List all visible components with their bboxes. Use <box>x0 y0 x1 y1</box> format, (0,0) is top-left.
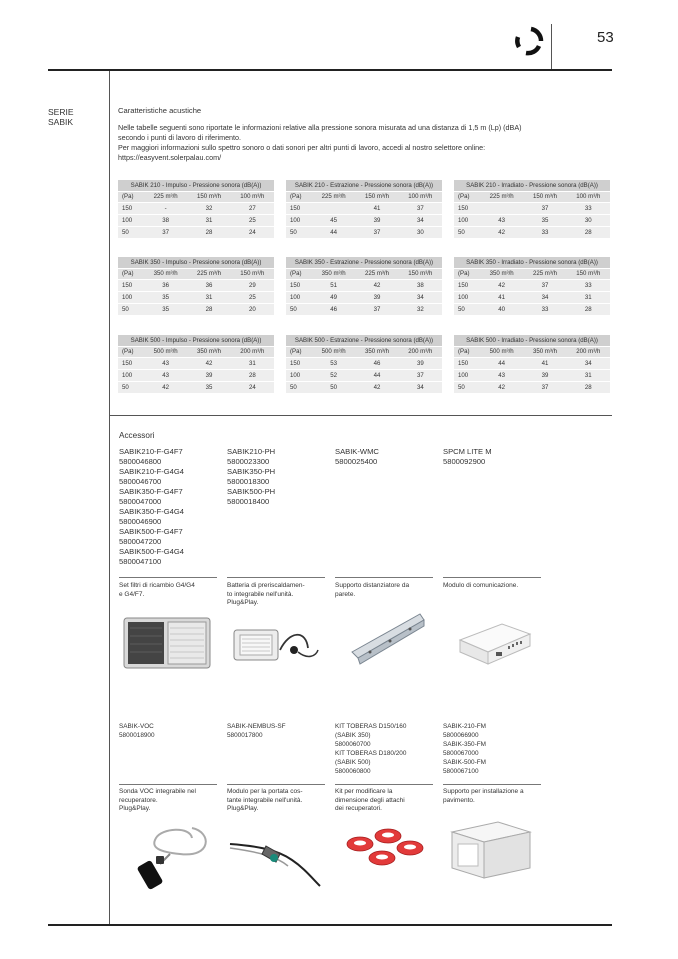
table-row <box>286 358 442 370</box>
text-line: 5800067100 <box>443 768 479 775</box>
table-header-cell: 225 m³/h <box>312 191 355 203</box>
table-cell: 100 <box>118 370 144 382</box>
table-header-cell: 150 m³/h <box>523 191 566 203</box>
text-line: 5800018300 <box>227 477 270 486</box>
text-line: 5800092900 <box>443 457 486 466</box>
text-line: Plug&Play. <box>227 805 259 813</box>
table-cell: 53 <box>312 358 355 370</box>
table-caption: SABIK 500 - Irradiato - Pressione sonora (dB(A)) <box>454 335 610 346</box>
table-cell: 39 <box>399 358 442 370</box>
table-caption: SABIK 210 - Estrazione - Pressione sonora (dB(A)) <box>286 180 442 191</box>
table-cell: 37 <box>523 381 566 393</box>
table-cell: 41 <box>355 203 398 215</box>
table-header-cell: 350 m³/h <box>523 346 566 358</box>
table-header-cell: 225 m³/h <box>187 268 230 280</box>
table-cell: 39 <box>355 292 398 304</box>
text-line: SABIK350-F-G4G4 <box>119 507 184 516</box>
table-cell: 50 <box>118 381 144 393</box>
floor-stand-photo <box>446 818 536 884</box>
table-row <box>118 203 274 215</box>
table-cell: 44 <box>355 370 398 382</box>
voc-description <box>119 788 219 814</box>
table-header-cell: (Pa) <box>454 268 480 280</box>
table-cell: 36 <box>187 280 230 292</box>
table-cell: 43 <box>480 370 523 382</box>
table-row <box>118 215 274 227</box>
text-line: Modulo di comunicazione. <box>443 582 519 589</box>
text-line: (SABIK 500) <box>335 759 371 766</box>
table-cell: 43 <box>144 358 187 370</box>
table-cell: 100 <box>454 370 480 382</box>
table-cell: 150 <box>286 203 312 215</box>
header-divider <box>551 24 552 69</box>
table-header-cell: (Pa) <box>118 191 144 203</box>
text-line: Supporto per installazione a <box>443 788 524 795</box>
toberas-description <box>335 788 435 814</box>
table-cell: 50 <box>286 226 312 238</box>
nembus-description <box>227 788 327 814</box>
table-header-cell: 150 m³/h <box>355 191 398 203</box>
table-cell: 35 <box>144 303 187 315</box>
table-cell: 32 <box>399 303 442 315</box>
soler-palau-logo-icon <box>514 26 544 56</box>
table-row <box>286 381 442 393</box>
table-row <box>286 203 442 215</box>
table-cell: 31 <box>231 358 274 370</box>
table-row <box>454 358 610 370</box>
text-line: Modulo per la portata cos- <box>227 788 303 795</box>
communication-module-photo <box>452 618 536 668</box>
left-column-divider <box>109 71 110 924</box>
table-header-cell: (Pa) <box>118 268 144 280</box>
table-cell: 42 <box>187 358 230 370</box>
wmc-description <box>335 582 435 599</box>
sound-table <box>118 335 274 394</box>
table-cell: 150 <box>118 203 144 215</box>
table-cell: 34 <box>399 292 442 304</box>
table-header-cell: 150 m³/h <box>231 268 274 280</box>
table-header-cell: (Pa) <box>118 346 144 358</box>
text-line: recuperatore. <box>119 796 158 804</box>
table-cell: 42 <box>480 280 523 292</box>
text-line: 5800047200 <box>119 537 162 546</box>
table-header-cell: 500 m³/h <box>312 346 355 358</box>
table-row <box>118 358 274 370</box>
table-cell: 150 <box>118 280 144 292</box>
table-header-cell: 200 m³/h <box>567 346 610 358</box>
table-row <box>118 280 274 292</box>
table-cell: 100 <box>454 292 480 304</box>
table-cell: 46 <box>312 303 355 315</box>
table-cell: 20 <box>231 303 274 315</box>
table-cell: 42 <box>480 226 523 238</box>
table-cell: - <box>144 203 187 215</box>
table-cell: 42 <box>355 280 398 292</box>
sound-table <box>118 257 274 316</box>
text-line: to integrabile nell'unità. <box>227 590 294 598</box>
table-row <box>118 381 274 393</box>
sound-table <box>454 335 610 394</box>
table-cell: 150 <box>454 280 480 292</box>
table-cell: 150 <box>286 358 312 370</box>
table-cell: 37 <box>399 203 442 215</box>
section-divider <box>109 415 612 416</box>
text-line: SABIK-500-FM <box>443 759 486 766</box>
page-number: 53 <box>597 29 614 46</box>
table-row <box>286 292 442 304</box>
table-row <box>454 203 610 215</box>
spcm-codes <box>443 447 543 467</box>
table-cell: 100 <box>454 215 480 227</box>
table-row <box>286 226 442 238</box>
table-caption: SABIK 350 - Irradiato - Pressione sonora (dB(A)) <box>454 257 610 268</box>
table-row <box>118 370 274 382</box>
table-row <box>454 280 610 292</box>
table-cell: 33 <box>523 303 566 315</box>
sound-table <box>286 257 442 316</box>
table-cell: 49 <box>312 292 355 304</box>
table-row <box>454 370 610 382</box>
text-line: 5800046800 <box>119 457 162 466</box>
table-cell: 50 <box>118 303 144 315</box>
table-cell: 42 <box>144 381 187 393</box>
accessory-rule <box>227 577 325 578</box>
table-cell: 25 <box>231 292 274 304</box>
text-line: SABIK-VOC <box>119 723 154 730</box>
table-row <box>454 226 610 238</box>
table-cell: 100 <box>286 292 312 304</box>
preheater-photo <box>228 620 324 670</box>
sound-table <box>454 180 610 239</box>
table-header-cell: 350 m³/h <box>355 346 398 358</box>
table-cell: 28 <box>187 226 230 238</box>
table-header-cell: 100 m³/h <box>567 191 610 203</box>
table-cell: 42 <box>480 381 523 393</box>
fm-codes <box>443 722 543 776</box>
table-row <box>118 292 274 304</box>
table-caption: SABIK 350 - Impulso - Pressione sonora (dB(A)) <box>118 257 274 268</box>
table-row <box>454 303 610 315</box>
table-cell: 41 <box>523 358 566 370</box>
table-cell: 46 <box>355 358 398 370</box>
table-header-cell: (Pa) <box>286 346 312 358</box>
text-line: SABIK-210-FM <box>443 723 486 730</box>
wmc-codes <box>335 447 435 467</box>
table-cell: 150 <box>118 358 144 370</box>
text-line: 5800046700 <box>119 477 162 486</box>
text-line: 5800018900 <box>119 732 155 739</box>
table-cell: 51 <box>312 280 355 292</box>
table-cell: 34 <box>523 292 566 304</box>
table-row <box>454 215 610 227</box>
table-cell: 33 <box>523 226 566 238</box>
wall-bracket-photo <box>340 608 430 668</box>
table-header-cell: 350 m³/h <box>187 346 230 358</box>
text-line: 5800066900 <box>443 732 479 739</box>
accessory-rule <box>443 577 541 578</box>
table-caption: SABIK 210 - Irradiato - Pressione sonora (dB(A)) <box>454 180 610 191</box>
table-cell: 37 <box>355 226 398 238</box>
text-line: Batteria di preriscaldamen- <box>227 582 305 589</box>
series-label: SERIE SABIK <box>48 107 74 127</box>
text-line: 5800046900 <box>119 517 162 526</box>
table-cell <box>480 203 523 215</box>
table-cell: 44 <box>480 358 523 370</box>
table-cell: 150 <box>454 203 480 215</box>
table-row <box>454 381 610 393</box>
table-row <box>286 215 442 227</box>
text-line: dimensione degli attachi <box>335 796 405 804</box>
table-row <box>454 292 610 304</box>
table-cell: 37 <box>144 226 187 238</box>
text-line: SABIK210-PH <box>227 447 276 456</box>
text-line: SABIK210-F-G4F7 <box>119 447 183 456</box>
table-cell: 52 <box>312 370 355 382</box>
text-line: 5800060800 <box>335 768 371 775</box>
sound-table <box>286 180 442 239</box>
table-header-cell: 225 m³/h <box>144 191 187 203</box>
text-line: dei recuperatori. <box>335 805 382 813</box>
sound-table <box>454 257 610 316</box>
table-cell: 34 <box>567 358 610 370</box>
table-cell: 100 <box>286 215 312 227</box>
text-line: 5800017800 <box>227 732 263 739</box>
text-line: Sonda VOC integrabile nel <box>119 788 196 795</box>
table-row <box>118 226 274 238</box>
table-header-cell: 100 m³/h <box>399 191 442 203</box>
table-cell: 31 <box>567 370 610 382</box>
table-header-cell: 350 m³/h <box>480 268 523 280</box>
table-cell: 150 <box>286 280 312 292</box>
text-line: pavimento. <box>443 796 475 804</box>
table-header-cell: (Pa) <box>286 268 312 280</box>
table-cell: 50 <box>454 303 480 315</box>
text-line: tante integrabile nell'unità. <box>227 796 303 804</box>
text-line: Plug&Play. <box>227 599 259 607</box>
text-line: parete. <box>335 590 356 598</box>
text-line: 5800067000 <box>443 750 479 757</box>
text-line: SABIK-NEMBUS-SF <box>227 723 286 730</box>
table-cell: 24 <box>231 226 274 238</box>
fm-description <box>443 788 543 805</box>
text-line: Supporto distanziatore da <box>335 582 410 589</box>
spcm-description <box>443 582 543 591</box>
text-line: SABIK-WMC <box>335 447 379 456</box>
text-line: 5800025400 <box>335 457 378 466</box>
table-cell: 33 <box>567 280 610 292</box>
text-line: SABIK350-F-G4F7 <box>119 487 183 496</box>
acoustic-intro: Caratteristiche acustiche Nelle tabelle seguenti sono riportate le informazioni relative alla pressione sonora misurata ad una distanza di 1,5 m (Lp) (dBA) secondo i punti di lavoro di riferimento. Per maggiori informazioni sullo spettro sonoro o dati sonori per altri punti di lavoro, accedi al nostro selettore online: https://easyvent.solerpalau.com/ <box>118 106 598 163</box>
nozzle-kit-photo <box>338 826 428 876</box>
text-line: e G4/F7. <box>119 590 145 598</box>
filters-photo <box>122 612 214 674</box>
table-caption: SABIK 350 - Estrazione - Pressione sonora (dB(A)) <box>286 257 442 268</box>
accessory-rule <box>227 784 325 785</box>
accessory-rule <box>119 577 217 578</box>
text-line: Set filtri di ricambio G4/G4 <box>119 582 195 589</box>
table-header-cell: (Pa) <box>454 346 480 358</box>
filters-description <box>119 582 219 599</box>
section-title: Caratteristiche acustiche <box>118 106 202 115</box>
voc-sensor-photo <box>120 818 216 894</box>
table-cell: 37 <box>355 303 398 315</box>
table-cell: 37 <box>523 203 566 215</box>
table-cell: 150 <box>454 358 480 370</box>
accessory-rule <box>335 784 433 785</box>
table-cell: 35 <box>523 215 566 227</box>
table-cell: 45 <box>312 215 355 227</box>
bottom-rule <box>48 924 612 926</box>
table-cell: 31 <box>187 215 230 227</box>
sound-table <box>286 335 442 394</box>
table-row <box>286 370 442 382</box>
table-header-cell: 200 m³/h <box>231 346 274 358</box>
accessories-title: Accessori <box>119 431 155 440</box>
text-line: 5800018400 <box>227 497 270 506</box>
table-header-cell: 225 m³/h <box>355 268 398 280</box>
text-line: SABIK-350-FM <box>443 741 486 748</box>
text-line: 5800060700 <box>335 741 371 748</box>
text-line: 5800047100 <box>119 557 162 566</box>
table-cell: 100 <box>118 215 144 227</box>
table-header-cell: 225 m³/h <box>480 191 523 203</box>
text-line: SABIK500-F-G4F7 <box>119 527 183 536</box>
voc-codes <box>119 722 219 740</box>
table-header-cell: 200 m³/h <box>399 346 442 358</box>
table-cell: 28 <box>567 303 610 315</box>
table-cell: 38 <box>144 215 187 227</box>
text-line: SABIK500-F-G4G4 <box>119 547 184 556</box>
table-header-cell: (Pa) <box>454 191 480 203</box>
filters-codes <box>119 447 219 567</box>
table-cell: 37 <box>523 280 566 292</box>
table-header-cell: 500 m³/h <box>480 346 523 358</box>
table-header-cell: 150 m³/h <box>187 191 230 203</box>
table-cell: 50 <box>118 226 144 238</box>
table-row <box>118 303 274 315</box>
table-cell: 50 <box>286 303 312 315</box>
table-cell: 39 <box>355 215 398 227</box>
table-header-cell: 225 m³/h <box>523 268 566 280</box>
table-cell: 43 <box>480 215 523 227</box>
table-cell: 32 <box>187 203 230 215</box>
table-cell: 31 <box>187 292 230 304</box>
table-header-cell: 350 m³/h <box>312 268 355 280</box>
table-cell: 38 <box>399 280 442 292</box>
selector-link[interactable]: https://easyvent.solerpalau.com/ <box>118 153 222 162</box>
text-line: SPCM LITE M <box>443 447 492 456</box>
table-cell: 40 <box>480 303 523 315</box>
text-line: SABIK500-PH <box>227 487 276 496</box>
table-header-cell: 150 m³/h <box>399 268 442 280</box>
table-cell: 36 <box>144 280 187 292</box>
table-cell: 50 <box>286 381 312 393</box>
table-row <box>286 303 442 315</box>
table-cell: 100 <box>118 292 144 304</box>
table-cell: 35 <box>187 381 230 393</box>
accessory-rule <box>335 577 433 578</box>
table-cell: 31 <box>567 292 610 304</box>
table-cell: 50 <box>454 226 480 238</box>
text-line: SABIK350-PH <box>227 467 276 476</box>
text-line: Plug&Play. <box>119 805 151 813</box>
sound-table <box>118 180 274 239</box>
table-header-cell: 500 m³/h <box>144 346 187 358</box>
nembus-module-photo <box>228 830 324 890</box>
accessory-rule <box>443 784 541 785</box>
table-cell: 39 <box>187 370 230 382</box>
table-header-cell: 100 m³/h <box>231 191 274 203</box>
ph-description <box>227 582 327 608</box>
table-cell: 30 <box>567 215 610 227</box>
table-cell: 28 <box>231 370 274 382</box>
table-cell: 34 <box>399 215 442 227</box>
text-line: Kit per modificare la <box>335 788 393 795</box>
table-cell: 29 <box>231 280 274 292</box>
nembus-codes <box>227 722 327 740</box>
table-cell: 28 <box>567 381 610 393</box>
toberas-codes <box>335 722 435 776</box>
table-row <box>286 280 442 292</box>
accessory-rule <box>119 784 217 785</box>
table-cell: 100 <box>286 370 312 382</box>
table-cell: 50 <box>312 381 355 393</box>
table-cell: 37 <box>399 370 442 382</box>
table-caption: SABIK 210 - Impulso - Pressione sonora (dB(A)) <box>118 180 274 191</box>
text-line: (SABIK 350) <box>335 732 371 739</box>
table-cell: 34 <box>399 381 442 393</box>
table-cell: 24 <box>231 381 274 393</box>
table-cell: 28 <box>567 226 610 238</box>
table-cell: 30 <box>399 226 442 238</box>
table-cell: 44 <box>312 226 355 238</box>
table-header-cell: 150 m³/h <box>567 268 610 280</box>
table-cell <box>312 203 355 215</box>
top-rule <box>48 69 612 71</box>
table-cell: 25 <box>231 215 274 227</box>
table-cell: 43 <box>144 370 187 382</box>
table-cell: 27 <box>231 203 274 215</box>
ph-codes <box>227 447 327 507</box>
table-cell: 41 <box>480 292 523 304</box>
table-cell: 42 <box>355 381 398 393</box>
table-cell: 28 <box>187 303 230 315</box>
table-cell: 33 <box>567 203 610 215</box>
text-line: 5800047000 <box>119 497 162 506</box>
text-line: KIT TOBERAS D150/160 <box>335 723 407 730</box>
table-cell: 50 <box>454 381 480 393</box>
table-caption: SABIK 500 - Estrazione - Pressione sonora (dB(A)) <box>286 335 442 346</box>
text-line: SABIK210-F-G4G4 <box>119 467 184 476</box>
text-line: KIT TOBERAS D180/200 <box>335 750 407 757</box>
table-header-cell: 350 m³/h <box>144 268 187 280</box>
table-cell: 39 <box>523 370 566 382</box>
table-caption: SABIK 500 - Impulso - Pressione sonora (dB(A)) <box>118 335 274 346</box>
table-cell: 35 <box>144 292 187 304</box>
text-line: 5800023300 <box>227 457 270 466</box>
table-header-cell: (Pa) <box>286 191 312 203</box>
